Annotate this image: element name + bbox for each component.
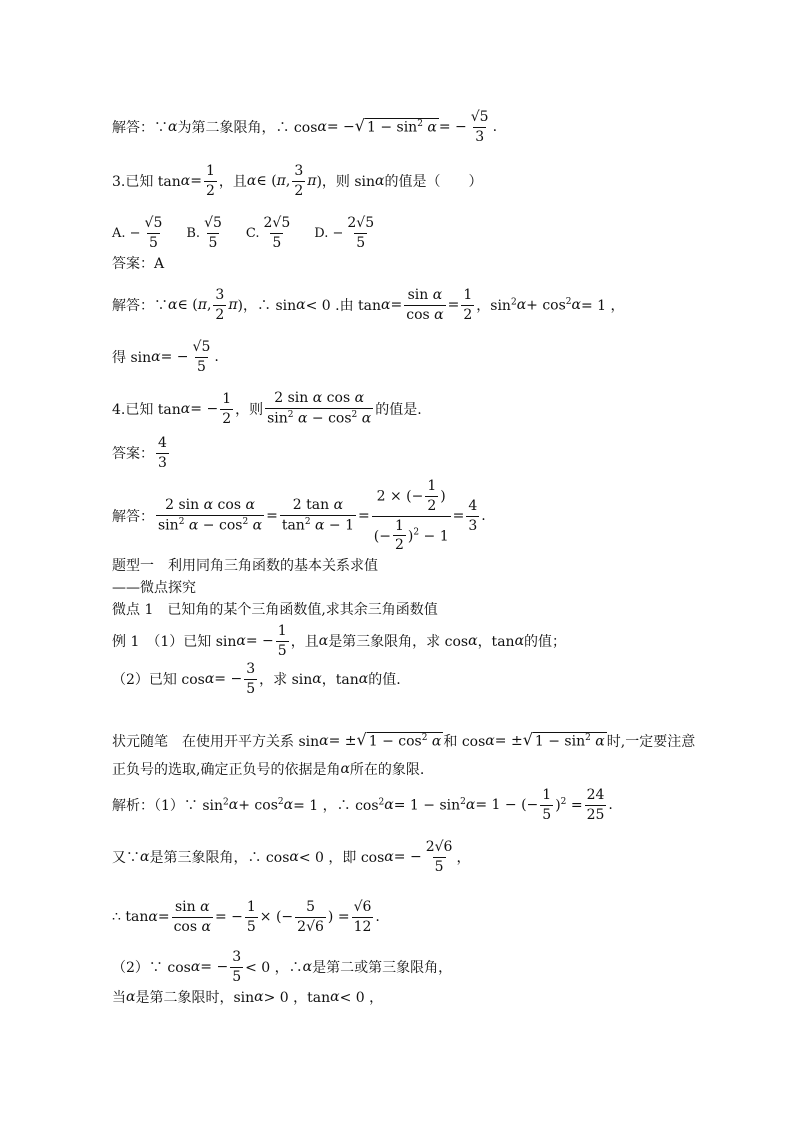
option-d: D. −	[314, 225, 344, 241]
line-3: A. − $\frac{√5}{5}$ B. $\frac{√5}{5}$ C. $\frac{2√5}{5}$ D. − $\frac{2√5}{5}$	[112, 214, 375, 251]
line-6: 得 sin α = − $\frac{√5}{5}$ .	[112, 338, 219, 375]
line-21: 当 α 是第二象限时，sin α > 0 ，tan α < 0 ，	[112, 989, 384, 1006]
line-5: 解答：∵ α ∈ ( π , $\frac{3}{2}$ π )，∴ sin α < 0 .由 tan α = $\frac{\text{sin α}}{\text{cos α}}$ = $\frac{1}{2}$ ，$\sin^2$ α + $\cos^2$ α = 1 ，	[112, 286, 625, 323]
subsection: ——微点探究	[112, 580, 196, 596]
line-16: 正负号的选取,确定正负号的依据是角 α 所在的象限.	[112, 761, 425, 778]
math-sqrt: √ $1 - \sin^2 \alpha$	[354, 115, 437, 136]
section-title: 题型一 利用同角三角函数的基本关系求值	[112, 558, 378, 574]
line-8: 答案： $\frac{4}{3}$	[112, 434, 167, 471]
line-2: 3.已知 tan α = $\frac{1}{2}$ ，且 α ∈ ( π , $\frac{3}{2}$ π )，则 sin α 的值是（ ）	[112, 162, 483, 199]
line-20: （2）∵ cos α = − $\frac{3}{5}$ < 0 ，∴ α 是第二或第三象限角，	[112, 948, 453, 985]
line-4	[0, 250, 793, 276]
line-14: （2）已知 cos α = − $\frac{3}{5}$ ，求 sin α ，tan α 的值.	[112, 660, 401, 697]
text-1: 解答：∵	[112, 120, 168, 136]
line-18: 又∵ α 是第三象限角，∴ cos α < 0 ，即 cos α = − $\frac{2√6}{5}$ ，	[112, 838, 471, 875]
line-17: 解析：（1）∵ $\sin^2$ α + $\cos^2$ α = 1 ，∴ $\cos^2$ α = $1 - \sin^2$ α = 1 − (− $\frac{1}{5}$ )$^2$ = $\frac{24}{25}$ .	[112, 786, 613, 823]
option-b: B.	[186, 225, 201, 241]
option-a: A. −	[112, 225, 141, 241]
line-9: 解答： $\frac{\text{2 sin α cos α}}{\sin^2 \alpha - \cos^2 \alpha}$ = $\frac{\text{2 tan α}}{\tan^2 \alpha - 1}$ = 2 × (− $\frac{1}{2}$ ) (− $\frac{1}{2}$ )$^2$ − 1 = $\frac{4}{3}$ .	[112, 477, 486, 554]
line-19: ∴ tan α = $\frac{\text{sin α}}{\text{cos α}}$ = − $\frac{1}{5}$ × (− $\frac{5}{2√6}$ ) = $\frac{√6}{12}$ .	[112, 898, 380, 935]
line-13: 例 1 （1）已知 sin α = − $\frac{1}{5}$ ，且 α 是第三象限角，求 cos α ，tan α 的值；	[112, 622, 567, 659]
answer-3: 答案：A	[112, 256, 165, 272]
option-c: C.	[245, 225, 260, 241]
math-fraction: $\frac{1}{2}$	[206, 162, 215, 199]
line-1: 解答：∵ α 为第二象限角，∴ cos α = − √ $1 - \sin^2 \alpha$ = − $\frac{√5}{3}$ .	[112, 108, 498, 145]
micro-point: 微点 1 已知角的某个三角函数值,求其余三角函数值	[112, 602, 438, 618]
math-fraction: $\frac{3}{2}$	[294, 162, 304, 199]
math-fraction: $\frac{√5}{3}$	[470, 108, 489, 145]
line-15: 状元随笔 在使用开平方关系 sin α = ± √ $1 - \cos^2 \alpha$ 和 cos α = ± √ $1 - \sin^2 \alpha$ 时,一定要注意	[112, 729, 696, 750]
line-7: 4.已知 tan α = − $\frac{1}{2}$ ，则 $\frac{\text{2 sin α cos α}}{\sin^2 \alpha - \cos^2 \alpha}$ 的值是.	[112, 390, 422, 427]
